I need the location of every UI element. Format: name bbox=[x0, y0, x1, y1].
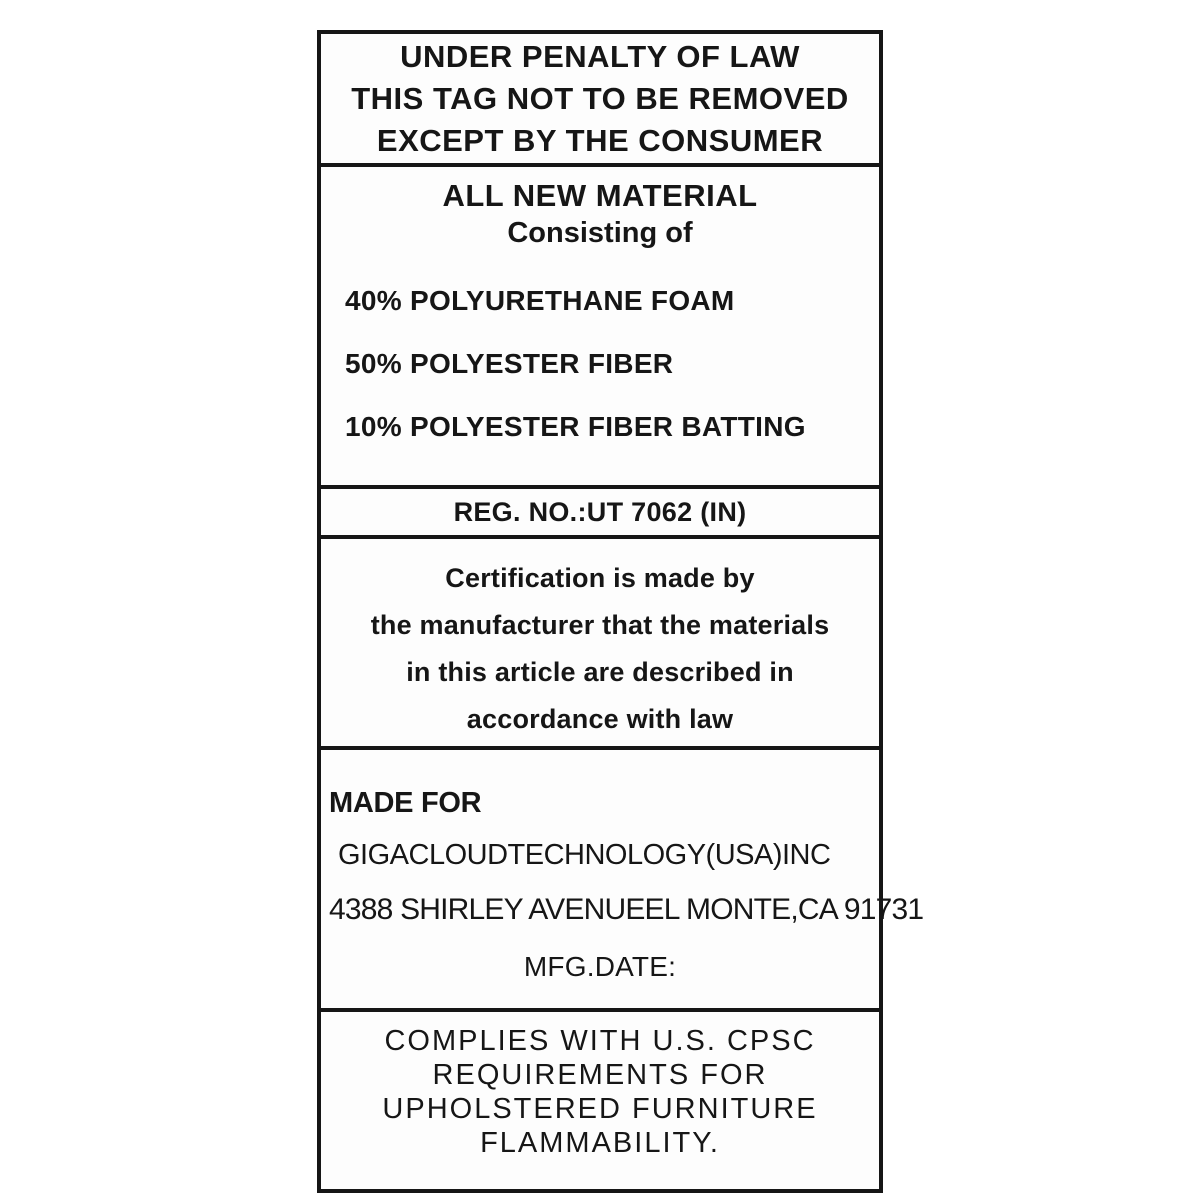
certification-line-2: the manufacturer that the materials bbox=[370, 610, 830, 640]
certification-line-1: Certification is made by bbox=[445, 563, 755, 593]
certification-line-4: accordance with law bbox=[466, 704, 734, 734]
penalty-line-3: EXCEPT BY THE CONSUMER bbox=[376, 122, 824, 158]
compliance-section bbox=[321, 1012, 879, 1189]
reg-no-section bbox=[321, 489, 879, 539]
compliance-line-4: FLAMMABILITY. bbox=[480, 1127, 720, 1159]
material-item-foam: 40% POLYURETHANE FOAM bbox=[345, 285, 735, 316]
made-for-address: 4388 SHIRLEY AVENUEEL MONTE,CA 91731 bbox=[329, 893, 924, 926]
material-list bbox=[321, 285, 879, 443]
material-section bbox=[321, 167, 879, 489]
made-for-heading: MADE FOR bbox=[329, 787, 482, 819]
certification-line-3: in this article are described in bbox=[406, 657, 794, 687]
penalty-line-1: UNDER PENALTY OF LAW bbox=[400, 38, 800, 74]
reg-no-text: REG. NO.:UT 7062 (IN) bbox=[453, 496, 747, 527]
penalty-section bbox=[321, 34, 879, 167]
mfg-date-label: MFG.DATE: bbox=[523, 951, 677, 982]
law-tag-label bbox=[317, 30, 924, 1193]
material-item-batting: 10% POLYESTER FIBER BATTING bbox=[345, 411, 806, 442]
material-item-fiber: 50% POLYESTER FIBER bbox=[345, 348, 674, 379]
material-title: ALL NEW MATERIAL bbox=[442, 178, 758, 213]
compliance-line-2: REQUIREMENTS FOR bbox=[432, 1059, 768, 1091]
penalty-line-2: THIS TAG NOT TO BE REMOVED bbox=[351, 80, 849, 116]
made-for-company: GIGACLOUDTECHNOLOGY(USA)INC bbox=[338, 839, 831, 871]
made-for-section bbox=[321, 750, 924, 1012]
compliance-line-3: UPHOLSTERED FURNITURE bbox=[382, 1093, 818, 1125]
material-subtitle: Consisting of bbox=[507, 217, 693, 249]
certification-section bbox=[321, 539, 879, 750]
compliance-line-1: COMPLIES WITH U.S. CPSC bbox=[384, 1025, 816, 1057]
